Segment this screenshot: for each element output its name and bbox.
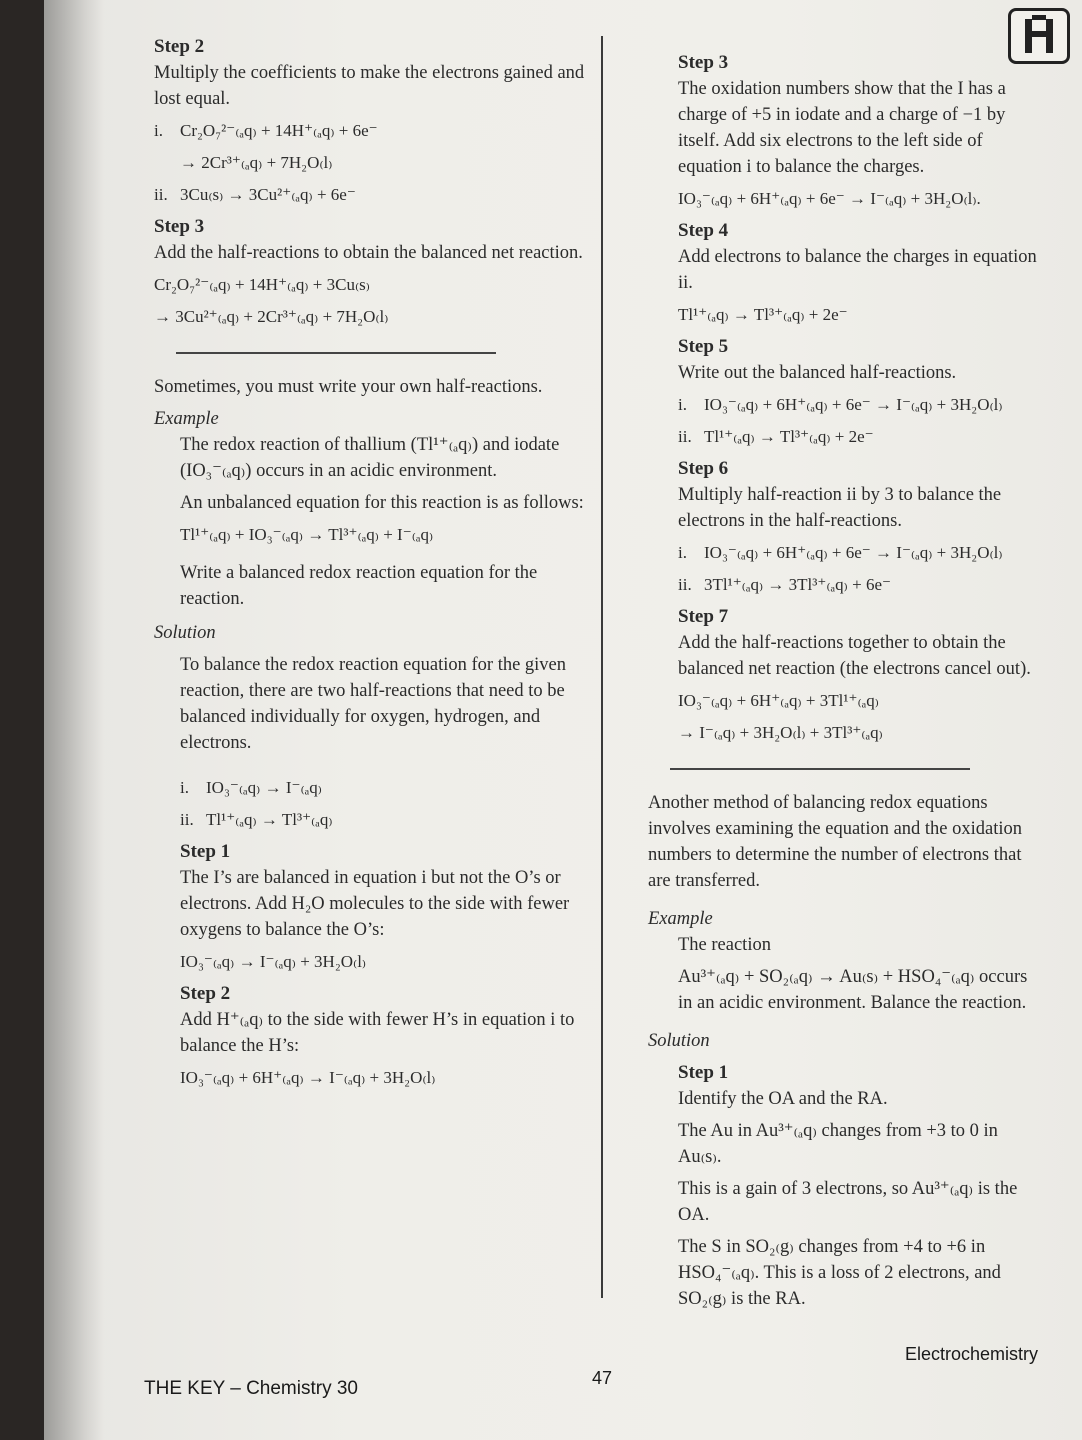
section-title: Electrochemistry (904, 1344, 1038, 1364)
step-text: The Au in Au³⁺₍ₐq₎ changes from +3 to 0 in Au₍s₎. (678, 1121, 998, 1167)
step-text: Add the half-reactions together to obtain the balanced net reaction (the electrons cancel out). (678, 633, 1031, 679)
equation-label: ii. (678, 427, 692, 446)
equation-text: IO₃⁻₍ₐq₎ + 6H⁺₍ₐq₎ + 6e⁻ → I⁻₍ₐq₎ + 3H₂O₍l₎ (704, 395, 1003, 414)
step-text: Add electrons to balance the charges in equation ii. (678, 247, 1037, 293)
equation-text: IO₃⁻₍ₐq₎ + 6H⁺₍ₐq₎ + 6e⁻ → I⁻₍ₐq₎ + 3H₂O₍l₎ (704, 543, 1003, 562)
equation-label: ii. (180, 810, 194, 829)
equation-text: 3Cu₍s₎ → 3Cu²⁺₍ₐq₎ + 6e⁻ (180, 185, 356, 204)
example-label: Example (154, 409, 219, 429)
step-text: Add H⁺₍ₐq₎ to the side with fewer H’s in equation i to balance the H’s: (180, 1010, 575, 1056)
intro-text: Sometimes, you must write your own half-reactions. (154, 377, 543, 397)
step-heading: Step 6 (678, 458, 729, 479)
example-label: Example (648, 909, 713, 929)
equation (180, 807, 594, 833)
example-text: Au³⁺₍ₐq₎ + SO₂₍ₐq₎ → Au₍s₎ + HSO₄⁻₍ₐq₎ occurs in an acidic environment. Balance the reaction. (678, 967, 1028, 1013)
step-text: The I’s are balanced in equation i but not the O’s or electrons. Add H₂O molecules to the side with fewer oxygens to balance the O’s: (180, 868, 570, 940)
equation (678, 424, 1038, 450)
page-number: 47 (592, 1368, 613, 1388)
solution-label: Solution (154, 623, 216, 643)
equation (678, 572, 1038, 598)
left-column (154, 28, 594, 1097)
example-text: An unbalanced equation for this reaction is as follows: (180, 493, 584, 513)
equation-text: Tl¹⁺₍ₐq₎ → Tl³⁺₍ₐq₎ (206, 810, 333, 829)
example-text: The reaction (678, 935, 771, 955)
example-text: The redox reaction of thallium (Tl¹⁺₍ₐq₎) and iodate (IO₃⁻₍ₐq₎) occurs in an acidic environment. (180, 435, 560, 481)
equation (154, 118, 594, 144)
step-heading: Step 2 (154, 36, 205, 57)
step-heading: Step 4 (678, 220, 729, 241)
equation: → I⁻₍ₐq₎ + 3H₂O₍l₎ + 3Tl³⁺₍ₐq₎ (678, 723, 883, 742)
step-heading: Step 7 (678, 606, 729, 627)
binding-shadow (44, 0, 104, 1440)
equation-text: Tl¹⁺₍ₐq₎ → Tl³⁺₍ₐq₎ + 2e⁻ (704, 427, 874, 446)
equation (180, 775, 594, 801)
equation (678, 540, 1038, 566)
step-text: Write out the balanced half-reactions. (678, 363, 957, 383)
step-text: Add the half-reactions to obtain the balanced net reaction. (154, 243, 583, 263)
example-text: Write a balanced redox reaction equation for the reaction. (180, 563, 538, 609)
equation-text: IO₃⁻₍ₐq₎ → I⁻₍ₐq₎ (206, 778, 322, 797)
equation-label: i. (678, 543, 687, 562)
equation-label: i. (154, 121, 163, 140)
step-heading: Step 3 (154, 216, 205, 237)
equation-text: → 2Cr³⁺₍ₐq₎ + 7H₂O₍l₎ (180, 153, 333, 172)
solution-label: Solution (648, 1031, 710, 1051)
step-text: The S in SO₂₍g₎ changes from +4 to +6 in HSO₄⁻₍ₐq₎. This is a loss of 2 electrons, and SO₂₍g₎ is the RA. (678, 1237, 1001, 1309)
equation-text: Cr₂O₇²⁻₍ₐq₎ + 14H⁺₍ₐq₎ + 6e⁻ (180, 121, 378, 140)
section-rule (176, 352, 496, 354)
column-divider (601, 36, 603, 1298)
step-heading: Step 3 (678, 52, 729, 73)
book-title: THE KEY – Chemistry 30 (144, 1378, 359, 1399)
equation: → 3Cu²⁺₍ₐq₎ + 2Cr³⁺₍ₐq₎ + 7H₂O₍l₎ (154, 307, 389, 326)
method-text: Another method of balancing redox equations involves examining the equation and the oxidation numbers to determine the number of electrons that are transferred. (648, 793, 1023, 891)
step-heading: Step 5 (678, 336, 729, 357)
section-rule (670, 768, 970, 770)
equation: Tl¹⁺₍ₐq₎ → Tl³⁺₍ₐq₎ + 2e⁻ (678, 305, 848, 324)
step-text: The oxidation numbers show that the I has a charge of +5 in iodate and a charge of −1 by itself. Add six electrons to the left side of equation i to balance the charges. (678, 79, 1006, 177)
equation-text: 3Tl¹⁺₍ₐq₎ → 3Tl³⁺₍ₐq₎ + 6e⁻ (704, 575, 891, 594)
equation-label: i. (180, 778, 189, 797)
equation-label: ii. (154, 185, 168, 204)
equation: IO₃⁻₍ₐq₎ → I⁻₍ₐq₎ + 3H₂O₍l₎ (180, 952, 367, 971)
equation: Cr₂O₇²⁻₍ₐq₎ + 14H⁺₍ₐq₎ + 3Cu₍s₎ (154, 275, 370, 294)
textbook-page (44, 0, 1082, 1440)
equation-continuation (154, 150, 594, 176)
step-heading: Step 1 (180, 841, 231, 862)
step-heading: Step 2 (180, 983, 231, 1004)
equation-label: i. (678, 395, 687, 414)
solution-text: To balance the redox reaction equation for the given reaction, there are two half-reactions that need to be balanced individually for oxygen, hydrogen, and electrons. (180, 655, 567, 753)
step-text: Multiply the coefficients to make the electrons gained and lost equal. (154, 63, 585, 109)
step-text: Identify the OA and the RA. (678, 1089, 888, 1109)
step-text: This is a gain of 3 electrons, so Au³⁺₍ₐq₎ is the OA. (678, 1179, 1018, 1225)
equation (678, 392, 1038, 418)
equation-label: ii. (678, 575, 692, 594)
step-text: Multiply half-reaction ii by 3 to balance the electrons in the half-reactions. (678, 485, 1002, 531)
equation: IO₃⁻₍ₐq₎ + 6H⁺₍ₐq₎ + 6e⁻ → I⁻₍ₐq₎ + 3H₂O₍l₎. (678, 189, 981, 208)
equation (154, 182, 594, 208)
equation: IO₃⁻₍ₐq₎ + 6H⁺₍ₐq₎ + 3Tl¹⁺₍ₐq₎ (678, 691, 879, 710)
equation: IO₃⁻₍ₐq₎ + 6H⁺₍ₐq₎ → I⁻₍ₐq₎ + 3H₂O₍l₎ (180, 1068, 436, 1087)
right-column (648, 44, 1038, 1318)
step-heading: Step 1 (678, 1062, 729, 1083)
equation: Tl¹⁺₍ₐq₎ + IO₃⁻₍ₐq₎ → Tl³⁺₍ₐq₎ + I⁻₍ₐq₎ (180, 525, 434, 544)
